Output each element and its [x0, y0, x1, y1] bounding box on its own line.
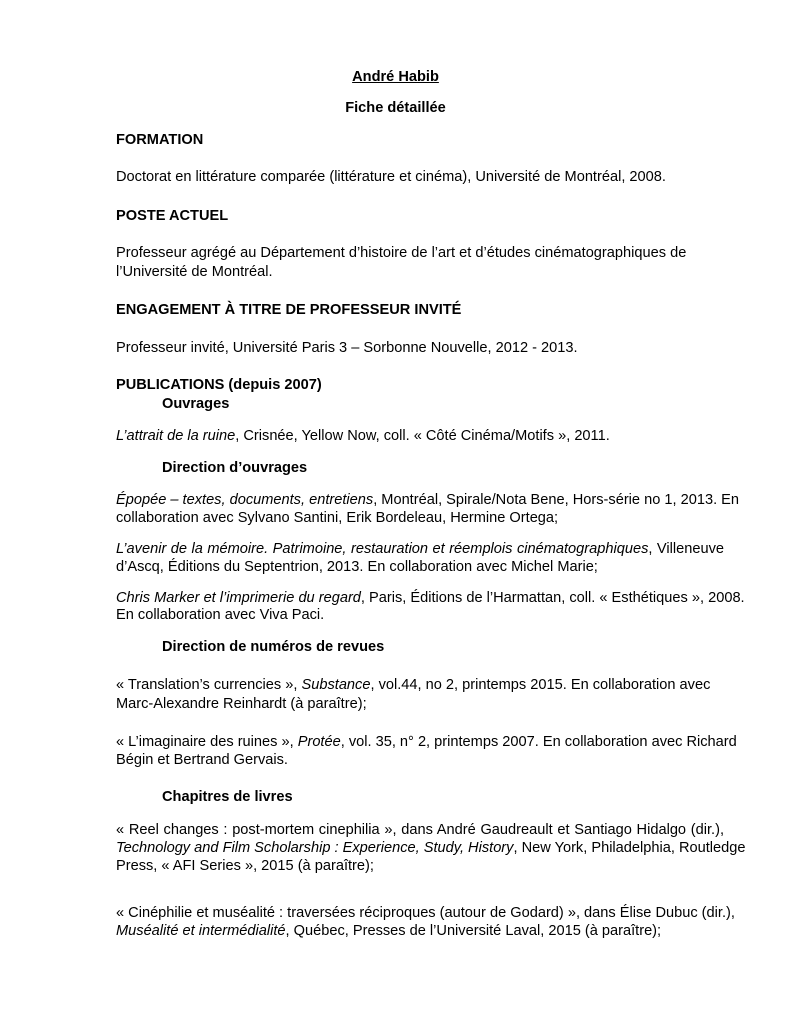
poste-line-1: Professeur agrégé au Département d’histoire de l’art et d’études cinématographiques de [116, 245, 687, 261]
direction-ouvrage-1-title: Épopée – textes, documents, entretiens [116, 492, 374, 508]
revue-2-title: Protée [297, 734, 341, 750]
revue-2-details: , vol. 35, n° 2, printemps 2007. En collaboration avec Richard [340, 734, 737, 750]
page-subtitle: Fiche détaillée [345, 100, 446, 116]
direction-ouvrage-2-title: L’avenir de la mémoire. Patrimoine, restauration et réemplois cinématographiques [116, 541, 649, 557]
direction-ouvrage-1-line-1 [116, 491, 740, 509]
author-name: André Habib [352, 69, 439, 85]
direction-revues-heading: Direction de numéros de revues [162, 639, 385, 655]
direction-ouvrage-1-details: , Montréal, Spirale/Nota Bene, Hors-série no 1, 2013. En [373, 492, 740, 508]
direction-ouvrage-2-line-2: d’Ascq, Éditions du Septentrion, 2013. En collaboration avec Michel Marie; [116, 559, 598, 575]
poste-heading: POSTE ACTUEL [116, 208, 229, 224]
ouvrages-heading: Ouvrages [162, 396, 230, 412]
ouvrage-item-1 [116, 427, 610, 445]
chapitre-2-line-1: « Cinéphilie et muséalité : traversées réciproques (autour de Godard) », dans Élise Dubuc (dir.), [116, 905, 735, 921]
revue-1-details: , vol.44, no 2, printemps 2015. En collaboration avec [370, 677, 711, 693]
revue-item-1-line-1 [116, 676, 710, 694]
revue-item-2-line-2: Bégin et Bertrand Gervais. [116, 752, 288, 768]
direction-ouvrages-heading: Direction d’ouvrages [162, 460, 308, 476]
poste-line-2: l’Université de Montréal. [116, 264, 273, 280]
chapitre-1-book-title: Technology and Film Scholarship : Experience, Study, History [116, 840, 514, 856]
direction-ouvrage-2-line-1 [116, 540, 724, 558]
revue-item-1-line-2: Marc-Alexandre Reinhardt (à paraître); [116, 696, 367, 712]
chapitre-2-book-title: Muséalité et intermédialité [116, 923, 286, 939]
engagement-heading: ENGAGEMENT À TITRE DE PROFESSEUR INVITÉ [116, 302, 462, 318]
revue-1-article: « Translation’s currencies », [116, 677, 302, 693]
direction-ouvrage-3-title: Chris Marker et l’imprimerie du regard [116, 590, 361, 606]
chapitre-1-line-2 [116, 839, 746, 857]
chapitre-1-details: , New York, Philadelphia, Routledge [513, 840, 746, 856]
chapitre-2-line-2 [116, 922, 661, 940]
revue-1-title: Substance [301, 677, 371, 693]
publications-heading: PUBLICATIONS (depuis 2007) [116, 377, 322, 393]
direction-ouvrage-2-details: , Villeneuve [648, 541, 724, 557]
chapitres-heading: Chapitres de livres [162, 789, 293, 805]
direction-ouvrage-1-line-2: collaboration avec Sylvano Santini, Erik Bordeleau, Hermine Ortega; [116, 510, 559, 526]
engagement-text: Professeur invité, Université Paris 3 – Sorbonne Nouvelle, 2012 - 2013. [116, 340, 578, 356]
direction-ouvrage-3-line-1 [116, 589, 745, 607]
chapitre-1-line-3: Press, « AFI Series », 2015 (à paraître); [116, 858, 374, 874]
revue-item-2-line-1 [116, 733, 737, 751]
chapitre-2-details: , Québec, Presses de l’Université Laval, 2015 (à paraître); [285, 923, 662, 939]
ouvrage-title: L’attrait de la ruine [116, 428, 236, 444]
ouvrage-details: , Crisnée, Yellow Now, coll. « Côté Cinéma/Motifs », 2011. [235, 428, 610, 444]
revue-2-article: « L’imaginaire des ruines », [116, 734, 298, 750]
direction-ouvrage-3-details: , Paris, Éditions de l’Harmattan, coll. « Esthétiques », 2008. [360, 590, 745, 606]
formation-text: Doctorat en littérature comparée (littérature et cinéma), Université de Montréal, 2008. [116, 169, 666, 185]
chapitre-1-line-1: « Reel changes : post-mortem cinephilia », dans André Gaudreault et Santiago Hidalgo (dir.), [116, 822, 724, 838]
formation-heading: FORMATION [116, 132, 204, 148]
direction-ouvrage-3-line-2: En collaboration avec Viva Paci. [116, 607, 325, 623]
